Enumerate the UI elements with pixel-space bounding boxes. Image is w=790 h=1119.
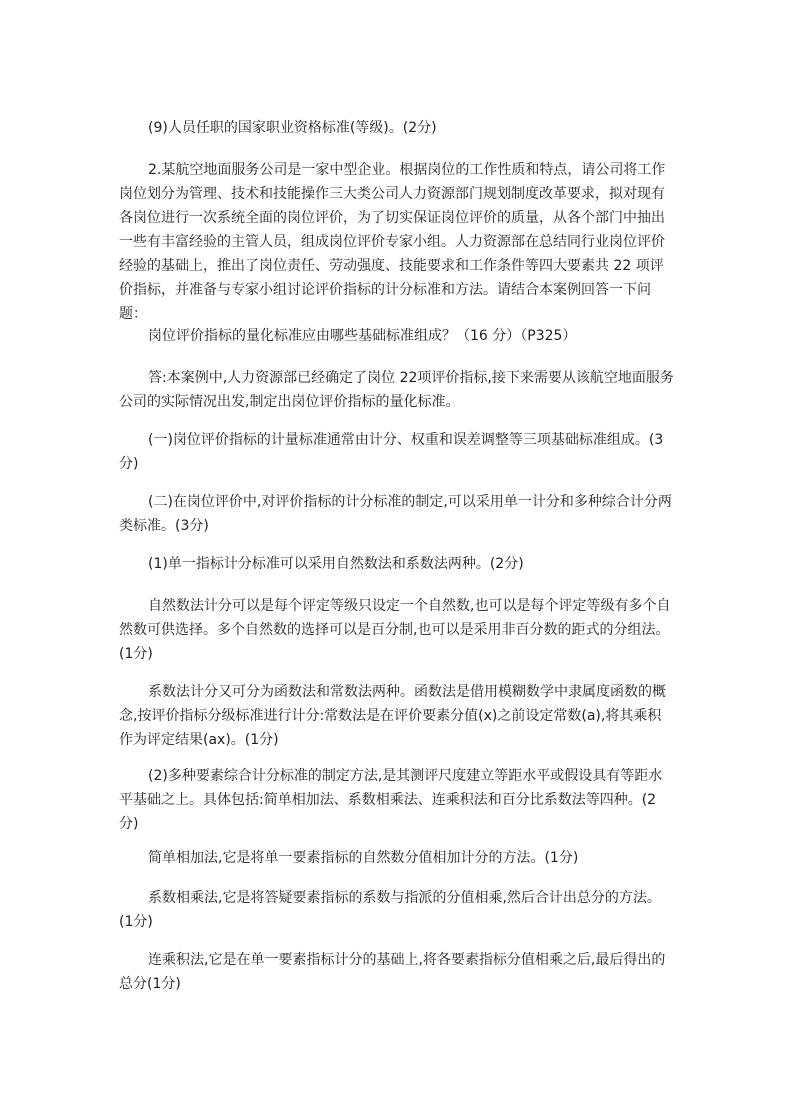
paragraph-question: 岗位评价指标的量化标准应由哪些基础标准组成？（16 分）（P325） [148, 328, 577, 344]
paragraph-point-two: (二)在岗位评价中,对评价指标的计分标准的制定,可以采用单一计分和多种综合计分两类标准。(3分) [119, 494, 672, 534]
paragraph-coefficient-multiplication: 系数相乘法,它是将答疑要素指标的系数与指派的分值相乘,然后合计出总分的方法。(1分) [119, 890, 661, 930]
paragraph-simple-addition: 简单相加法,它是将单一要素指标的自然数分值相加计分的方法。(1分) [148, 850, 579, 866]
paragraph-continued-product: 连乘积法,它是在单一要素指标计分的基础上,将各要素指标分值相乘之后,最后得出的总分(1分) [119, 952, 666, 992]
paragraph-point-one: (一)岗位评价指标的计量标准通常由计分、权重和误差调整等三项基础标准组成。(3分) [119, 432, 664, 472]
paragraph-single-indicator: (1)单一指标计分标准可以采用自然数法和系数法两种。(2分) [148, 556, 524, 572]
paragraph-qualification-standard: (9)人员任职的国家职业资格标准(等级)。(2分) [148, 120, 437, 136]
paragraph-composite-scoring: (2)多种要素综合计分标准的制定方法,是其测评尺度建立等距水平或假设具有等距水平基础之上。具体包括:简单相加法、系数相乘法、连乘积法和百分比系数法等四种。(2分) [119, 768, 663, 832]
paragraph-coefficient-method: 系数法计分又可分为函数法和常数法两种。函数法是借用模糊数学中隶属度函数的概念,按评价指标分级标准进行计分:常数法是在评价要素分值(x)之前设定常数(a),将其乘积作为评定结果(ax)。(1分) [119, 684, 666, 748]
paragraph-answer-intro: 答:本案例中,人力资源部已经确定了岗位 22项评价指标,接下来需要从该航空地面服务公司的实际情况出发,制定出岗位评价指标的量化标准。 [119, 370, 674, 410]
paragraph-natural-number-method: 自然数法计分可以是每个评定等级只设定一个自然数,也可以是每个评定等级有多个自然数可供选择。多个自然数的选择可以是百分制,也可以是采用非百分数的距式的分组法。(1分) [119, 598, 671, 662]
paragraph-case-description: 2.某航空地面服务公司是一家中型企业。根据岗位的工作性质和特点，请公司将工作岗位划分为管理、技术和技能操作三大类公司人力资源部门规划制度改革要求，拟对现有各岗位进行一次系统全面的岗位评价，为了切实保证岗位评价的质量，从各个部门中抽出一些有丰富经验的主管人员，组成岗位评价专家小组。人力资源部在总结同行业岗位评价经验的基础上，推出了岗位责任、劳动强度、技能要求和工作条件等四大要素共 22 项评价指标，并准备与专家小组讨论评价指标的计分标准和方法。请结合本案例回答一下问题： [119, 162, 666, 322]
